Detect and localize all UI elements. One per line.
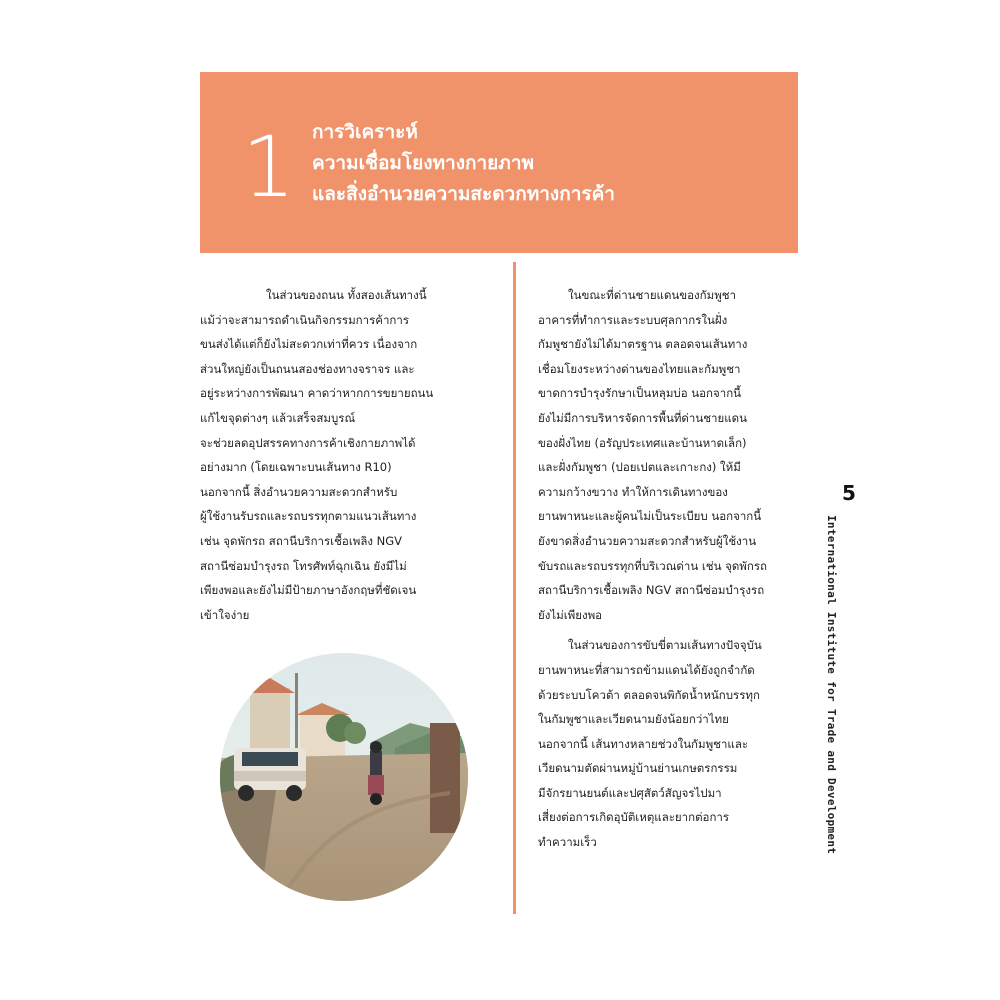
text-line: ด้วยระบบโควต้า ตลอดจนพิกัดน้ำหนักบรรทุก [538,687,760,702]
text-line: ขาดการบำรุงรักษาเป็นหลุมบ่อ นอกจากนี้ [538,386,742,401]
text-line: อยู่ระหว่างการพัฒนา คาดว่าหากการขยายถนน [200,386,434,401]
road-scene-illustration [220,653,468,901]
chapter-number: 1 [242,118,296,216]
text-line: ในกัมพูชาและเวียดนามยังน้อยกว่าไทย [538,712,729,727]
text-line: แก้ไขจุดต่างๆ แล้วเสร็จสมบูรณ์ [200,410,356,425]
text-line: ยานพาหนะและผู้คนไม่เป็นระเบียบ นอกจากนี้ [538,509,762,524]
text-line: ในส่วนของการขับขี่ตามเส้นทางปัจจุบัน [568,638,762,653]
text-line: ในส่วนของถนน ทั้งสองเส้นทางนี้ [266,288,427,302]
page-number: 5 [842,481,856,505]
text-line: กัมพูชายังไม่ได้มาตรฐาน ตลอดจนเส้นทาง [538,337,748,352]
text-line: เชื่อมโยงระหว่างด่านของไทยและกัมพูชา [538,361,741,376]
text-line: จะช่วยลดอุปสรรคทางการค้าเชิงกายภาพได้ [200,435,416,450]
text-line: และฝั่งกัมพูชา (ปอยเปตและเกาะกง) ให้มี [538,460,741,475]
text-line: ทำความเร็ว [538,835,597,850]
text-line: เพียงพอและยังไม่มีป้ายภาษาอังกฤษที่ชัดเจน [200,583,417,598]
text-line: ของฝั่งไทย (อรัญประเทศและบ้านหาดเล็ก) [538,435,747,450]
text-line: แม้ว่าจะสามารถดำเนินกิจกรรมการค้าการ [200,312,409,327]
chapter-title [312,117,615,210]
text-line: ยังไม่เพียงพอ [538,607,603,622]
chapter-title-line: การวิเคราะห์ [312,121,418,143]
text-line: นอกจากนี้ เส้นทางหลายช่วงในกัมพูชาและ [538,736,749,751]
text-line: สถานีซ่อมบำรุงรถ โทรศัพท์ฉุกเฉิน ยังมีไม่ [200,558,407,573]
publisher-vertical-text: International Institute for Trade and Development [825,515,838,855]
text-line: ผู้ใช้งานรับรถและรถบรรทุกตามแนวเส้นทาง [200,509,417,524]
text-line: อาคารที่ทำการและระบบศุลกากรในฝั่ง [538,312,728,327]
road-scene-photo [220,653,468,901]
left-column-text [200,283,492,627]
chapter-title-line: และสิ่งอำนวยความสะดวกทางการค้า [312,183,615,205]
text-line: เช่น จุดพักรถ สถานีบริการเชื้อเพลิง NGV [200,533,403,548]
text-line: นอกจากนี้ สิ่งอำนวยความสะดวกสำหรับ [200,484,398,499]
text-line: ขับรถและรถบรรทุกที่บริเวณด่าน เช่น จุดพักรถ [538,558,767,573]
text-line: ความกว้างขวาง ทำให้การเดินทางของ [538,484,728,499]
text-line: มีจักรยานยนต์และปศุสัตว์สัญจรไปมา [538,785,722,800]
text-line: เวียดนามตัดผ่านหมู่บ้านย่านเกษตรกรรม [538,761,738,776]
text-line: ในขณะที่ด่านชายแดนของกัมพูชา [568,288,737,302]
right-column-text [538,283,800,855]
text-line: ยังขาดสิ่งอำนวยความสะดวกสำหรับผู้ใช้งาน [538,533,757,548]
text-line: ขนส่งได้แต่ก็ยังไม่สะดวกเท่าที่ควร เนื่องจาก [200,337,418,352]
text-line: ยังไม่มีการบริหารจัดการพื้นที่ด่านชายแดน [538,410,747,425]
text-line: เสี่ยงต่อการเกิดอุบัติเหตุและยากต่อการ [538,810,730,825]
text-line: ส่วนใหญ่ยังเป็นถนนสองช่องทางจราจร และ [200,361,415,376]
chapter-banner [200,72,798,253]
column-divider [513,262,516,914]
chapter-title-line: ความเชื่อมโยงทางกายภาพ [312,152,535,174]
text-line: อย่างมาก (โดยเฉพาะบนเส้นทาง R10) [200,460,392,475]
text-line: ยานพาหนะที่สามารถข้ามแดนได้ยังถูกจำกัด [538,662,755,677]
text-line: สถานีบริการเชื้อเพลิง NGV สถานีซ่อมบำรุงรถ [538,583,765,598]
text-line: เข้าใจง่าย [200,607,250,622]
